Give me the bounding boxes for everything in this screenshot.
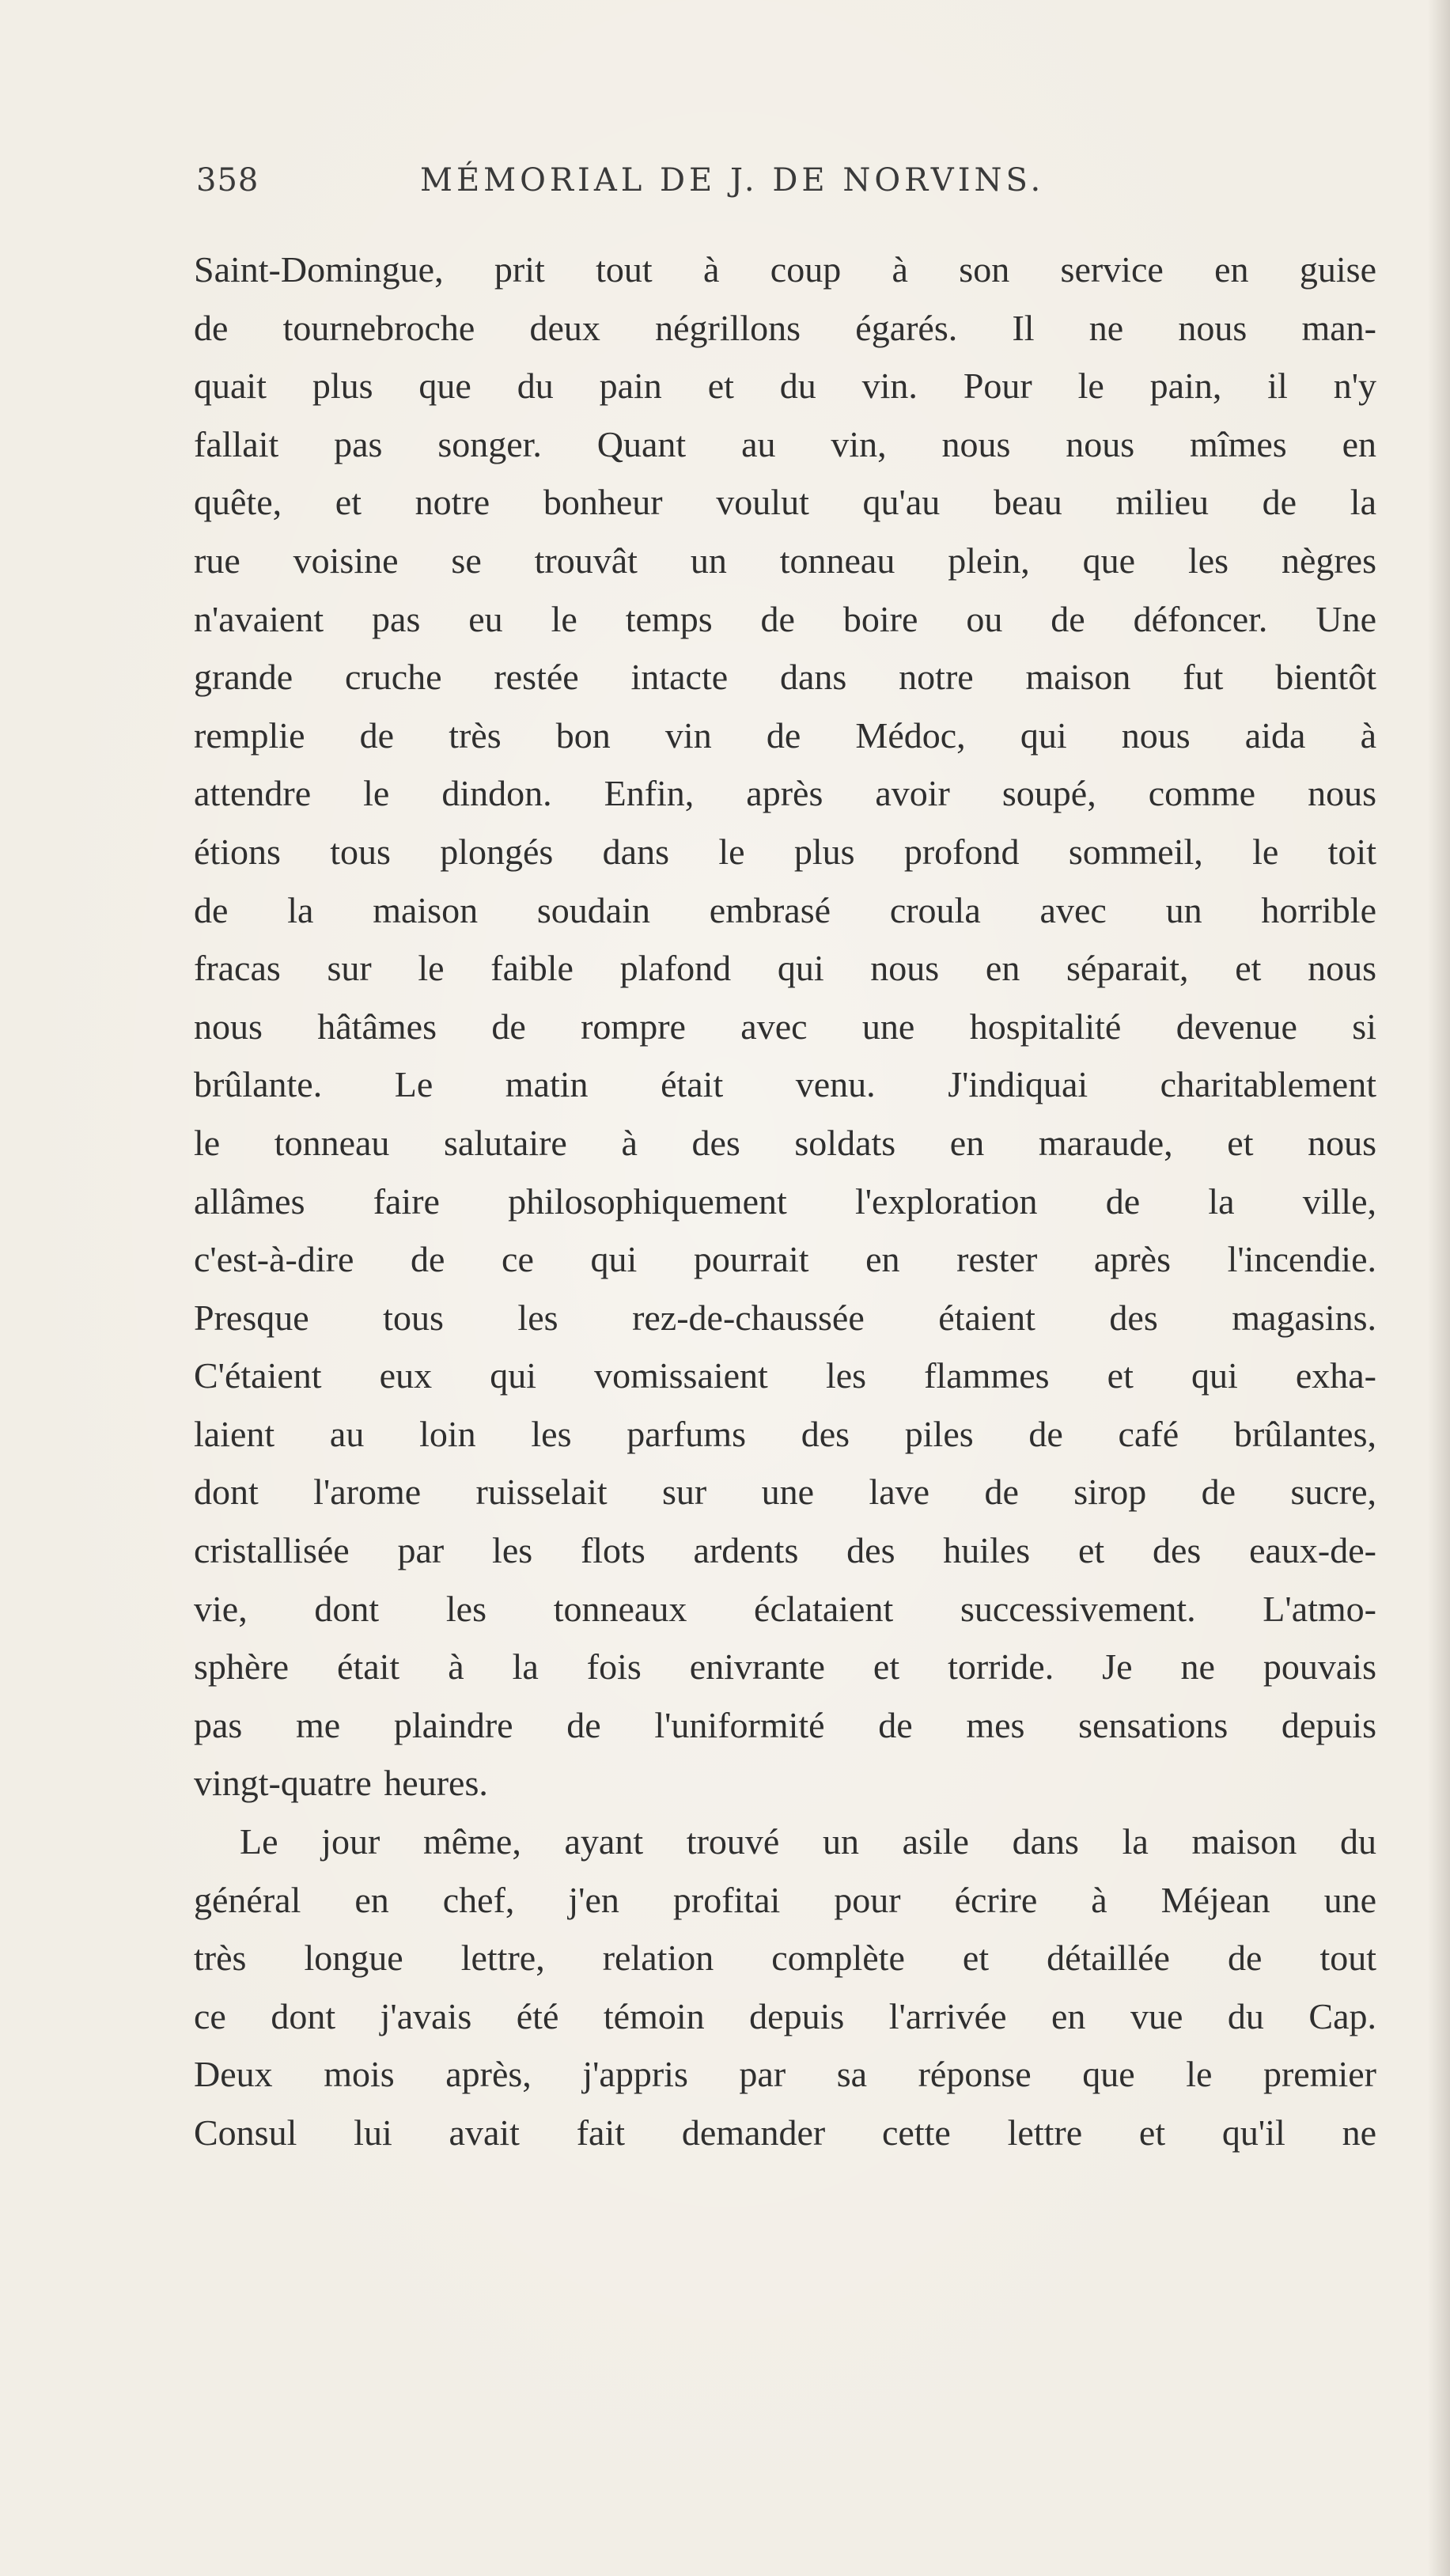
text-line: très longue lettre, relation complète et détaillée de tout [194, 1938, 1376, 1979]
text-line: pas me plaindre de l'uniformité de mes sensations depuis [194, 1704, 1376, 1745]
text-line: C'étaient eux qui vomissaient les flammes et qui exha- [194, 1355, 1376, 1396]
text-line: quête, et notre bonheur voulut qu'au beau milieu de la [194, 482, 1376, 523]
page-number: 358 [196, 162, 259, 199]
text-line: vingt-quatre heures. [194, 1763, 488, 1804]
running-head: MÉMORIAL DE J. DE NORVINS. [420, 162, 1045, 199]
page-header [196, 162, 1383, 210]
text-line: vie, dont les tonneaux éclataient successivement. L'atmo- [194, 1588, 1376, 1629]
text-line: fallait pas songer. Quant au vin, nous nous mîmes en [194, 423, 1376, 464]
text-line: cristallisée par les flots ardents des huiles et des eaux-de- [194, 1530, 1376, 1571]
text-line: de tournebroche deux négrillons égarés. Il ne nous man- [194, 307, 1376, 348]
text-line: Le jour même, ayant trouvé un asile dans la maison du [240, 1821, 1376, 1862]
text-line: fracas sur le faible plafond qui nous en séparait, et nous [194, 948, 1376, 989]
text-line: rue voisine se trouvât un tonneau plein, que les nègres [194, 540, 1376, 581]
text-line: le tonneau salutaire à des soldats en maraude, et nous [194, 1122, 1376, 1163]
text-line: laient au loin les parfums des piles de café brûlantes, [194, 1413, 1376, 1454]
text-line: Deux mois après, j'appris par sa réponse que le premier [194, 2054, 1376, 2095]
text-line: de la maison soudain embrasé croula avec un horrible [194, 889, 1376, 930]
text-line: remplie de très bon vin de Médoc, qui nous aida à [194, 714, 1376, 756]
body-text [194, 241, 1376, 2162]
text-line: quait plus que du pain et du vin. Pour le pain, il n'y [194, 366, 1376, 407]
text-line: attendre le dindon. Enfin, après avoir soupé, comme nous [194, 773, 1376, 814]
text-line: brûlante. Le matin était venu. J'indiquai charitablement [194, 1064, 1376, 1105]
text-line: Consul lui avait fait demander cette lettre et qu'il ne [194, 2112, 1376, 2153]
text-line: nous hâtâmes de rompre avec une hospitalité devenue si [194, 1006, 1376, 1047]
text-line: allâmes faire philosophiquement l'exploration de la ville, [194, 1180, 1376, 1222]
text-line: dont l'arome ruisselait sur une lave de sirop de sucre, [194, 1472, 1376, 1513]
text-line: Presque tous les rez-de-chaussée étaient des magasins. [194, 1297, 1376, 1338]
text-line: général en chef, j'en profitai pour écrire à Méjean une [194, 1879, 1376, 1920]
page-edge-shadow [1428, 0, 1450, 2576]
text-line: étions tous plongés dans le plus profond sommeil, le toit [194, 831, 1376, 872]
text-line: c'est-à-dire de ce qui pourrait en rester après l'incendie. [194, 1239, 1376, 1280]
text-line: grande cruche restée intacte dans notre maison fut bientôt [194, 657, 1376, 698]
text-line: ce dont j'avais été témoin depuis l'arrivée en vue du Cap. [194, 1995, 1376, 2036]
text-line: sphère était à la fois enivrante et torride. Je ne pouvais [194, 1646, 1376, 1688]
text-line: n'avaient pas eu le temps de boire ou de défoncer. Une [194, 598, 1376, 639]
text-line: Saint-Domingue, prit tout à coup à son service en guise [194, 249, 1376, 290]
